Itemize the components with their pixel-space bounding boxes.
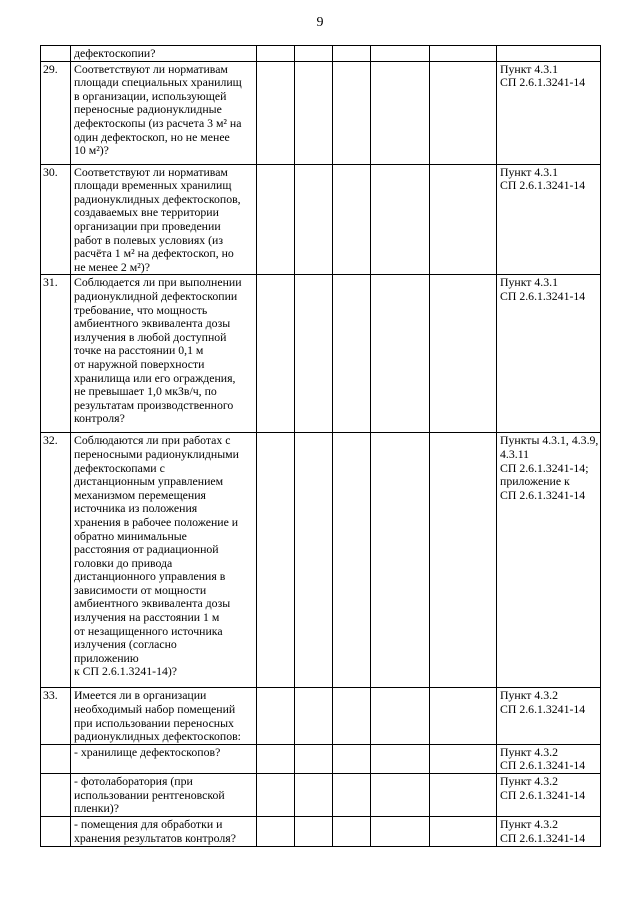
answer-cell <box>430 744 497 773</box>
answer-cell <box>333 688 371 744</box>
reference-line: Пункты 4.3.1, 4.3.9, <box>500 433 599 448</box>
question-line: приложению <box>74 650 139 665</box>
answer-cell <box>295 433 333 688</box>
answer-cell <box>430 688 497 744</box>
answer-cell <box>371 275 430 433</box>
table-row <box>41 744 601 773</box>
question-line: контроля? <box>74 411 125 426</box>
answer-cell <box>333 46 371 62</box>
table-row <box>41 46 601 62</box>
row-number <box>41 744 71 773</box>
question-line: не превышает 1,0 мкЗв/ч, по <box>74 384 217 399</box>
question-cell <box>71 744 257 773</box>
reference-cell <box>497 816 601 846</box>
reference-line: СП 2.6.1.3241-14 <box>500 288 586 303</box>
question-cell <box>71 773 257 816</box>
reference-line: СП 2.6.1.3241-14 <box>500 830 586 845</box>
question-line: к СП 2.6.1.3241-14)? <box>74 664 178 679</box>
question-line: требование, что мощность <box>74 302 208 317</box>
row-number: 32. <box>41 433 71 688</box>
question-line: дистанционным управлением <box>74 474 224 489</box>
answer-cell <box>430 46 497 62</box>
question-line: один дефектоскоп, но не менее <box>74 129 230 144</box>
reference-line: Пункт 4.3.1 <box>500 164 559 179</box>
answer-cell <box>333 61 371 164</box>
answer-cell <box>333 773 371 816</box>
table-row <box>41 275 601 433</box>
reference-line: Пункт 4.3.2 <box>500 816 559 831</box>
question-line: площади специальных хранилищ <box>74 75 242 90</box>
question-line: Соблюдаются ли при работах с <box>74 433 231 448</box>
question-line: Соответствуют ли нормативам <box>74 61 228 76</box>
table-row <box>41 433 601 688</box>
reference-cell <box>497 773 601 816</box>
answer-cell <box>295 816 333 846</box>
question-line: использовании рентгеновской <box>74 787 225 802</box>
answer-cell <box>371 61 430 164</box>
answer-cell <box>430 164 497 275</box>
question-line: головки до привода <box>74 555 173 570</box>
answer-cell <box>295 61 333 164</box>
question-line: 10 м²)? <box>74 143 109 158</box>
reference-line: СП 2.6.1.3241-14 <box>500 758 586 773</box>
answer-cell <box>430 773 497 816</box>
question-line: зависимости от мощности <box>74 582 207 597</box>
reference-line: Пункт 4.3.2 <box>500 744 559 759</box>
question-line: результатам производственного <box>74 397 234 412</box>
answer-cell <box>371 433 430 688</box>
answer-cell <box>257 773 295 816</box>
answer-cell <box>295 164 333 275</box>
reference-line: СП 2.6.1.3241-14 <box>500 178 586 193</box>
row-number <box>41 773 71 816</box>
table-row <box>41 773 601 816</box>
question-line: в организации, использующей <box>74 88 227 103</box>
question-line: создаваемых вне территории <box>74 205 219 220</box>
question-line: - хранилище дефектоскопов? <box>74 744 221 759</box>
row-number: 31. <box>41 275 71 433</box>
question-line: площади временных хранилищ <box>74 178 232 193</box>
question-line: дефектоскопами с <box>74 460 165 475</box>
question-line: обратно минимальные <box>74 528 187 543</box>
table-row <box>41 688 601 744</box>
question-line: амбиентного эквивалента дозы <box>74 596 231 611</box>
answer-cell <box>371 688 430 744</box>
reference-cell <box>497 61 601 164</box>
question-line: Имеется ли в организации <box>74 688 207 703</box>
answer-cell <box>257 275 295 433</box>
answer-cell <box>257 61 295 164</box>
answer-cell <box>371 46 430 62</box>
question-line: радионуклидной дефектоскопии <box>74 288 238 303</box>
answer-cell <box>430 275 497 433</box>
question-line: от наружной поверхности <box>74 356 205 371</box>
question-line: излучения (согласно <box>74 637 177 652</box>
question-line: необходимый набор помещений <box>74 701 236 716</box>
reference-line: СП 2.6.1.3241-14 <box>500 701 586 716</box>
reference-line: СП 2.6.1.3241-14; <box>500 460 589 475</box>
answer-cell <box>371 164 430 275</box>
answer-cell <box>295 275 333 433</box>
question-line: переносные радионуклидные <box>74 102 222 117</box>
answer-cell <box>333 433 371 688</box>
reference-cell <box>497 275 601 433</box>
row-number: 29. <box>41 61 71 164</box>
question-line: - фотолаборатория (при <box>74 773 193 788</box>
question-line: Соблюдается ли при выполнении <box>74 275 242 290</box>
question-line: от незащищенного источника <box>74 623 223 638</box>
question-line: дефектоскопии? <box>74 46 156 60</box>
answer-cell <box>333 164 371 275</box>
question-line: амбиентного эквивалента дозы <box>74 316 231 331</box>
page-number: 9 <box>316 15 324 30</box>
answer-cell <box>333 744 371 773</box>
reference-cell <box>497 688 601 744</box>
reference-cell <box>497 744 601 773</box>
row-number: 30. <box>41 164 71 275</box>
answer-cell <box>430 433 497 688</box>
answer-cell <box>295 688 333 744</box>
table-row <box>41 61 601 164</box>
reference-line: СП 2.6.1.3241-14 <box>500 487 586 502</box>
row-number: 33. <box>41 688 71 744</box>
reference-line: Пункт 4.3.2 <box>500 773 559 788</box>
answer-cell <box>257 816 295 846</box>
reference-cell <box>497 433 601 688</box>
question-line: хранилища или его ограждения, <box>74 370 236 385</box>
question-cell <box>71 275 257 433</box>
question-line: переносными радионуклидными <box>74 446 239 461</box>
checklist-table <box>40 45 601 847</box>
row-number <box>41 816 71 846</box>
question-line: расстояния от радиационной <box>74 542 219 557</box>
answer-cell <box>257 164 295 275</box>
answer-cell <box>371 773 430 816</box>
question-cell <box>71 61 257 164</box>
answer-cell <box>333 816 371 846</box>
reference-cell <box>497 164 601 275</box>
reference-line: СП 2.6.1.3241-14 <box>500 75 586 90</box>
question-line: расчёта 1 м² на дефектоскоп, но <box>74 246 234 261</box>
answer-cell <box>257 688 295 744</box>
question-line: радионуклидных дефектоскопов: <box>74 729 241 744</box>
question-cell <box>71 433 257 688</box>
question-line: радионуклидных дефектоскопов, <box>74 191 241 206</box>
question-line: точке на расстоянии 0,1 м <box>74 343 204 358</box>
question-cell <box>71 164 257 275</box>
table-row <box>41 164 601 275</box>
question-line: организации при проведении <box>74 218 221 233</box>
question-line: пленки)? <box>74 801 119 816</box>
question-line: работ в полевых условиях (из <box>74 232 224 247</box>
question-line: излучения на расстоянии 1 м <box>74 610 220 625</box>
reference-line: Пункт 4.3.1 <box>500 61 559 76</box>
reference-line: Пункт 4.3.1 <box>500 275 559 290</box>
row-number <box>41 46 71 62</box>
answer-cell <box>333 275 371 433</box>
question-line: хранения результатов контроля? <box>74 830 236 845</box>
question-line: механизмом перемещения <box>74 487 206 502</box>
question-line: - помещения для обработки и <box>74 816 223 831</box>
reference-line: 4.3.11 <box>500 446 530 461</box>
question-line: источника из положения <box>74 501 198 516</box>
question-cell <box>71 816 257 846</box>
question-cell <box>71 46 257 62</box>
question-line: Соответствуют ли нормативам <box>74 164 228 179</box>
table-row <box>41 816 601 846</box>
question-line: излучения в любой доступной <box>74 329 227 344</box>
answer-cell <box>295 773 333 816</box>
question-line: дефектоскопы (из расчета 3 м² на <box>74 115 242 130</box>
question-cell <box>71 688 257 744</box>
question-line: хранения в рабочее положение и <box>74 514 239 529</box>
answer-cell <box>257 433 295 688</box>
answer-cell <box>371 816 430 846</box>
answer-cell <box>371 744 430 773</box>
reference-line: приложение к <box>500 474 570 489</box>
question-line: при использовании переносных <box>74 715 234 730</box>
reference-cell <box>497 46 601 62</box>
answer-cell <box>295 46 333 62</box>
answer-cell <box>257 46 295 62</box>
answer-cell <box>295 744 333 773</box>
answer-cell <box>430 61 497 164</box>
answer-cell <box>257 744 295 773</box>
answer-cell <box>430 816 497 846</box>
question-line: дистанционного управления в <box>74 569 226 584</box>
question-line: не менее 2 м²)? <box>74 259 150 274</box>
reference-line: СП 2.6.1.3241-14 <box>500 787 586 802</box>
reference-line: Пункт 4.3.2 <box>500 688 559 703</box>
